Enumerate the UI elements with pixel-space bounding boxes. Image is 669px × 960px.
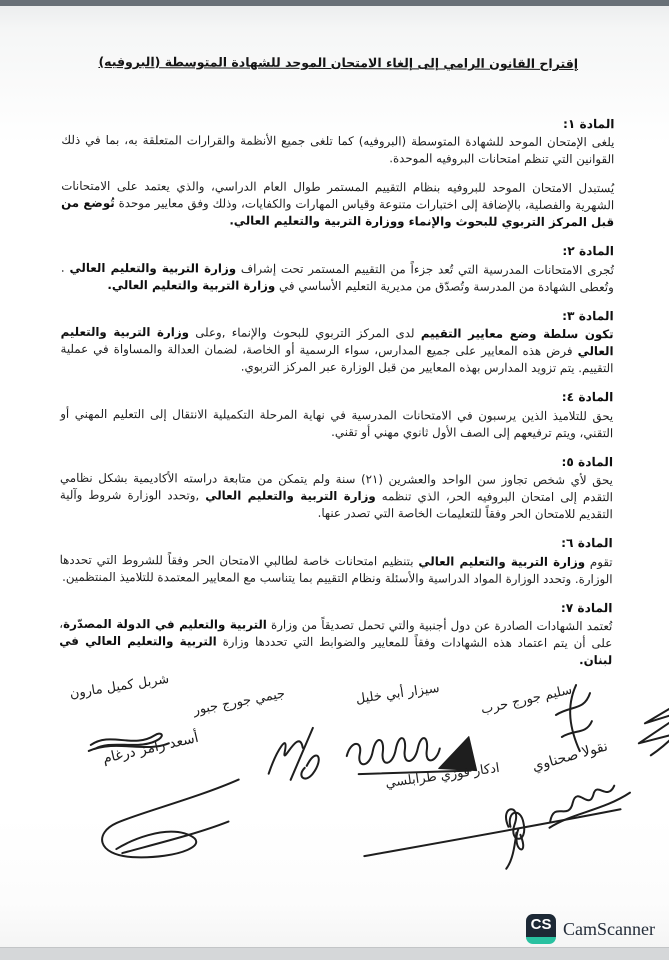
article [61, 241, 614, 296]
signatures-block [58, 672, 612, 891]
signature-scrawl [360, 798, 625, 871]
scan-bottom-edge [0, 947, 669, 960]
signature-name: سيزار أبي خليل [354, 681, 441, 708]
text-segment: وزارة التربية والتعليم العالي. [107, 277, 276, 293]
text-segment: وزارة التربية والتعليم العالي [69, 260, 237, 276]
text-segment: ,وتحدد الوزارة شروط وآلية التقديم للامتحان الحر وفقاً للتعليمات الخاصة التي تصدر عنها. [59, 488, 613, 522]
text-segment: لدى المركز التربوي للبحوث والإنماء ,وعلى [188, 325, 421, 341]
text-segment: يحق لأي شخص تجاوز سن الواحد والعشرين (٢١) سنة ولم يتمكن من متابعة دراسته الأكاديمية بشكل نظامي التقدم إلى امتحان البروفيه الحر، الذي تنظمه [59, 471, 613, 505]
article [60, 306, 613, 378]
article-body [60, 406, 613, 442]
article-heading: المادة ٥: [561, 454, 614, 470]
camscanner-brand-text: CamScanner [563, 918, 655, 939]
article-body [59, 616, 612, 669]
article-body [59, 552, 612, 588]
text-segment: ، على أن يتم اعتماد هذه الشهادات وفقاً للمعايير والضوابط التي تحددها وزارة [59, 617, 613, 651]
article-heading: المادة ١: [562, 116, 615, 131]
document-title: إقتراح القانون الرامي إلى إلغاء الامتحان الموحد للشهادة المتوسطة (البروفيه) [98, 53, 579, 72]
text-segment: . وتُعطى الشهادة من المدرسة وتُصدّق من مديرية التعليم الأساسي في [60, 260, 614, 294]
article-heading: المادة ٤: [561, 390, 614, 405]
article-heading: المادة ٧: [560, 600, 613, 616]
article-body [60, 324, 613, 377]
article-body [61, 260, 614, 296]
article [61, 178, 614, 231]
article-heading: المادة ٣: [562, 308, 614, 323]
camscanner-logo-text: CS [530, 916, 552, 933]
article [60, 452, 613, 524]
signature-name: ادكار فوزي طرابلسي [384, 761, 501, 792]
signature-name: شربل كميل مارون [68, 672, 171, 703]
text-segment: تكون سلطة وضع معايير التقييم [420, 326, 614, 342]
signature-scrawl [607, 682, 669, 760]
article [59, 533, 612, 588]
text-segment: التربية والتعليم في الدولة المصدّرة [63, 617, 267, 633]
text-segment: يحق للتلاميذ الذين يرسبون في الامتحانات المدرسية في نهاية المرحلة التكميلية الانتقال إلى التعليم المهني أو التقني، ويتم ترفيعهم إلى الصف الأول ثانوي مهني أو تقني. [60, 406, 614, 441]
text-segment: فرض هذه المعايير على جميع المدارس، سواء الرسمية أو الخاصة، لضمان العدالة والمساواة في عملية التقييم. يتم تزويد المدارس بهذه المعايير من قبل الوزارة عبر المركز التربوي. [60, 342, 614, 376]
text-segment: تُعتمد الشهادات الصادرة عن دول أجنبية والتي تحمل تصديقاً من وزارة [266, 618, 613, 634]
signature-name: سليم جورج حرب [479, 682, 574, 719]
text-segment: التربية والتعليم العالي في لبنان. [59, 634, 613, 668]
text-segment: وزارة التربية والتعليم العالي [205, 488, 376, 504]
text-segment: وزارة التربية والتعليم العالي [60, 325, 614, 359]
signature-scrawl [255, 724, 330, 786]
camscanner-logo-icon [526, 914, 556, 944]
articles [59, 114, 614, 670]
text-segment: بتنظيم امتحانات خاصة لطالبي الامتحان الحر وفقاً للشروط التي تحددها الوزارة. وتحدد الوزارة المواد الدراسية والأسئلة ونظام التقييم بما يتناسب مع المعايير المعتمدة للتلاميذ المنتظمين. [59, 552, 613, 587]
text-segment: تُوضع من قبل المركز التربوي للبحوث والإنماء ووزارة التربية والتعليم العالي. [61, 196, 615, 230]
camscanner-watermark [526, 914, 655, 944]
article-body [61, 178, 614, 231]
document-page [0, 5, 669, 936]
article-heading: المادة ٢: [562, 244, 614, 259]
signature-name: أسعد رامز درغام [101, 730, 201, 768]
signature-name: جيمي جورج جبور [192, 686, 287, 719]
text-segment: تقوم [585, 554, 613, 570]
text-segment: وزارة التربية والتعليم العالي [418, 554, 586, 569]
text-segment: يلغى الإمتحان الموحد للشهادة المتوسطة (البروفيه) كما تلغى جميع الأنظمة والقرارات المتعلقة به، بما في ذلك القوانين التي تنظم امتحانات البروفيه الموحدة. [61, 133, 615, 167]
text-segment: تُجرى الامتحانات المدرسية التي تُعد جزءاً من التقييم المستمر تحت إشراف [236, 261, 614, 278]
article [59, 598, 612, 670]
article-body [61, 132, 614, 168]
article [61, 114, 614, 169]
text-segment: يُستبدل الامتحان الموحد للبروفيه بنظام التقييم المستمر طوال العام الدراسي، والذي يعتمد على الامتحانات الشهرية والفصلية، بالإضافة إلى اختبارات متنوعة وقياس المهارات والكفايات، وذلك وفق معايير موحدة [61, 179, 615, 213]
article-body [60, 470, 613, 523]
signature-scrawl [88, 771, 248, 867]
article [60, 387, 613, 442]
signature-name: نقولا صحناوي [530, 738, 610, 776]
article-heading: المادة ٦: [561, 536, 613, 551]
